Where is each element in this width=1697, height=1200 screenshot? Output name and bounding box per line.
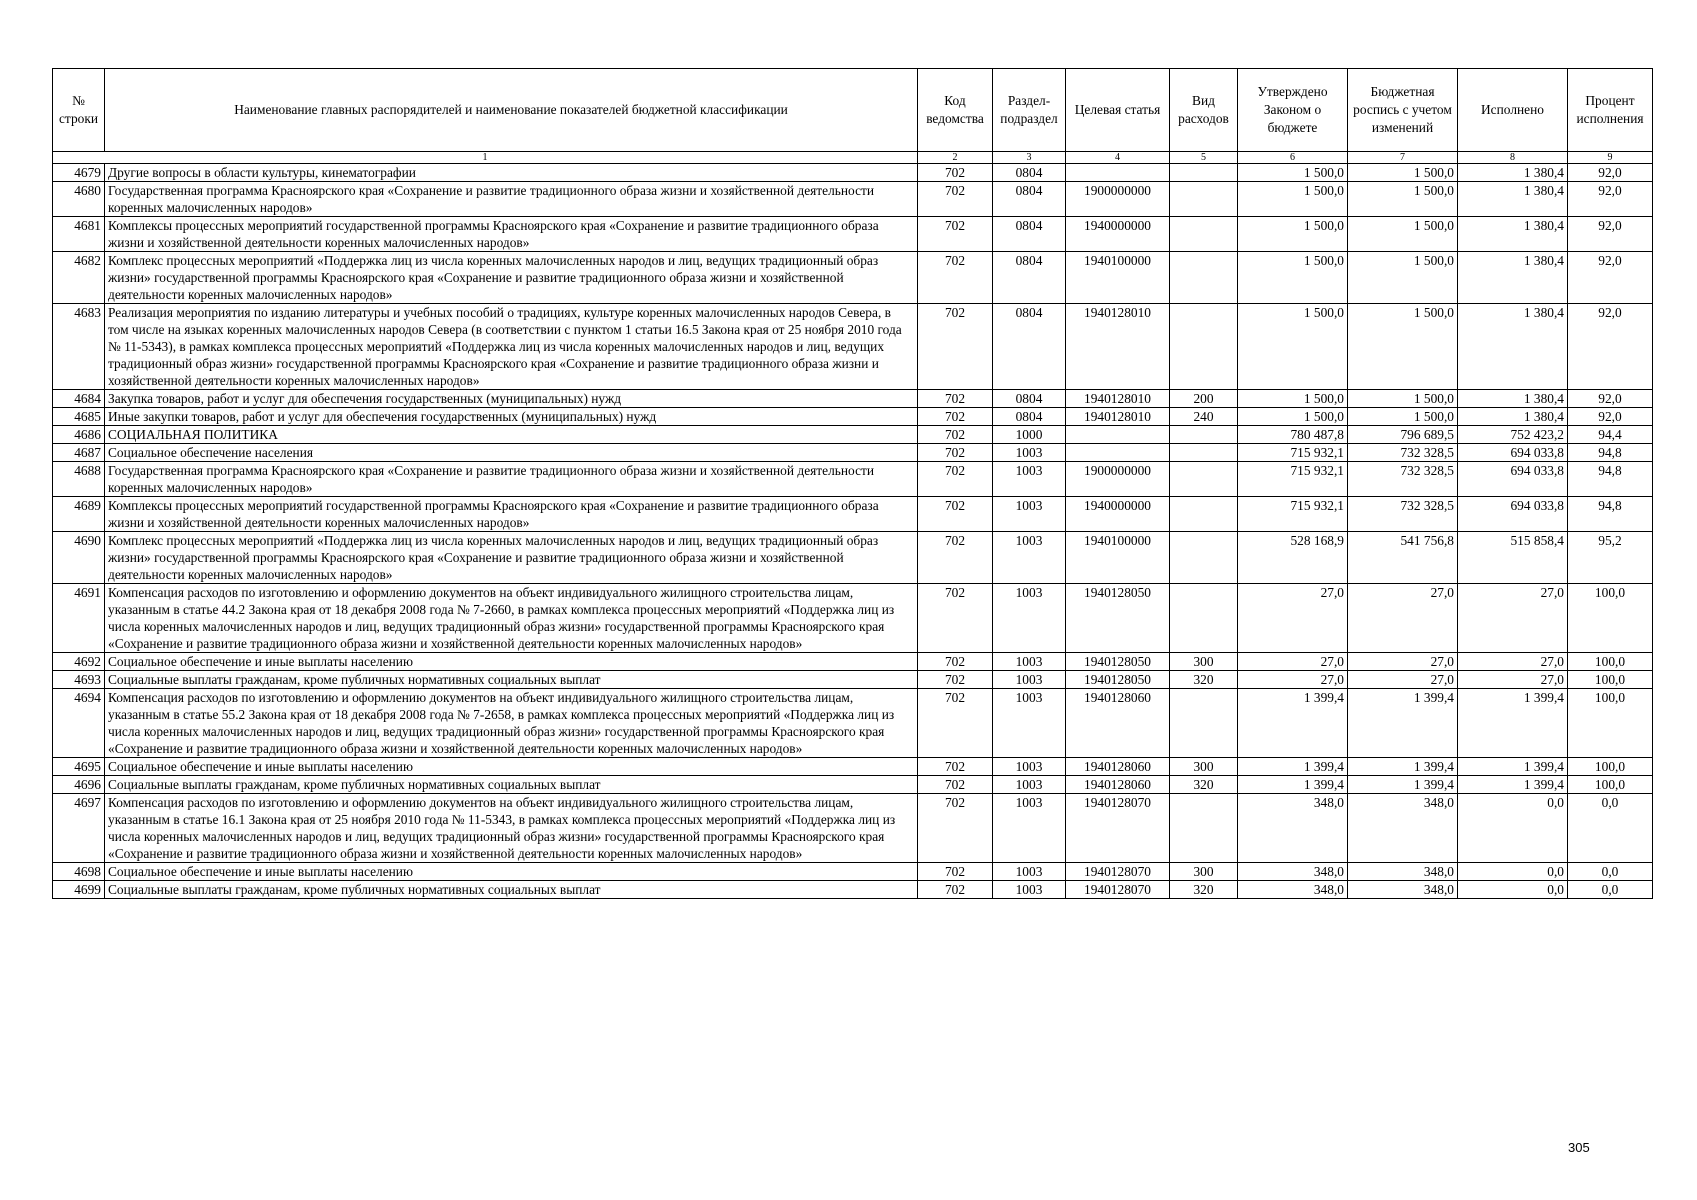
row-section: 1003 — [993, 776, 1066, 794]
table-row — [53, 217, 1653, 252]
column-number: 1 — [53, 152, 918, 164]
row-section: 1003 — [993, 497, 1066, 532]
column-number-row — [53, 152, 1653, 164]
row-schedule: 1 500,0 — [1348, 164, 1458, 182]
row-schedule: 1 399,4 — [1348, 776, 1458, 794]
row-number: 4689 — [53, 497, 105, 532]
table-row — [53, 671, 1653, 689]
row-schedule: 27,0 — [1348, 653, 1458, 671]
row-executed: 1 380,4 — [1458, 252, 1568, 304]
row-executed: 1 380,4 — [1458, 217, 1568, 252]
row-kind: 300 — [1170, 653, 1238, 671]
row-section: 0804 — [993, 182, 1066, 217]
header-kind: Вид расходов — [1170, 69, 1238, 152]
row-kind — [1170, 444, 1238, 462]
row-percent: 100,0 — [1568, 776, 1653, 794]
row-dept-code: 702 — [918, 794, 993, 863]
row-target: 1940128010 — [1066, 390, 1170, 408]
row-kind — [1170, 426, 1238, 444]
row-executed: 1 399,4 — [1458, 776, 1568, 794]
row-dept-code: 702 — [918, 444, 993, 462]
column-number: 3 — [993, 152, 1066, 164]
row-executed: 0,0 — [1458, 881, 1568, 899]
row-kind: 200 — [1170, 390, 1238, 408]
row-dept-code: 702 — [918, 758, 993, 776]
header-schedule: Бюджетная роспись с учетом изменений — [1348, 69, 1458, 152]
row-kind — [1170, 217, 1238, 252]
row-executed: 1 380,4 — [1458, 182, 1568, 217]
column-number: 6 — [1238, 152, 1348, 164]
row-approved: 1 500,0 — [1238, 408, 1348, 426]
row-section: 1003 — [993, 863, 1066, 881]
row-section: 1003 — [993, 532, 1066, 584]
row-approved: 27,0 — [1238, 584, 1348, 653]
row-kind — [1170, 532, 1238, 584]
row-percent: 94,8 — [1568, 462, 1653, 497]
row-target: 1940128050 — [1066, 584, 1170, 653]
row-approved: 1 500,0 — [1238, 217, 1348, 252]
row-section: 1003 — [993, 689, 1066, 758]
row-section: 1003 — [993, 584, 1066, 653]
row-approved: 715 932,1 — [1238, 497, 1348, 532]
row-percent: 92,0 — [1568, 304, 1653, 390]
table-row — [53, 304, 1653, 390]
row-approved: 715 932,1 — [1238, 444, 1348, 462]
row-number: 4683 — [53, 304, 105, 390]
row-number: 4684 — [53, 390, 105, 408]
row-section: 1003 — [993, 462, 1066, 497]
row-schedule: 348,0 — [1348, 794, 1458, 863]
table-row — [53, 408, 1653, 426]
row-number: 4681 — [53, 217, 105, 252]
row-number: 4685 — [53, 408, 105, 426]
row-section: 1003 — [993, 794, 1066, 863]
row-name: Социальное обеспечение населения — [105, 444, 918, 462]
row-section: 0804 — [993, 217, 1066, 252]
row-section: 0804 — [993, 390, 1066, 408]
header-line-number: № строки — [53, 69, 105, 152]
row-name: Государственная программа Красноярского края «Сохранение и развитие традиционного образа жизни и хозяйственной деятельности коренных малочисленных народов» — [105, 182, 918, 217]
row-target: 1900000000 — [1066, 182, 1170, 217]
row-target: 1940100000 — [1066, 252, 1170, 304]
row-section: 0804 — [993, 164, 1066, 182]
row-dept-code: 702 — [918, 532, 993, 584]
row-number: 4679 — [53, 164, 105, 182]
row-target: 1940128070 — [1066, 794, 1170, 863]
row-number: 4682 — [53, 252, 105, 304]
column-number: 2 — [918, 152, 993, 164]
row-name: Реализация мероприятия по изданию литературы и учебных пособий о традициях, культуре коренных малочисленных народов Севера, в том числе на языках коренных малочисленных народов Севера (в соответствии с пунктом 1 статьи 16.5 Закона края от 25 ноября 2010 года № 11-5343), в рамках комплекса процессных мероприятий «Поддержка лиц из числа коренных малочисленных народов и лиц, ведущих традиционный образ жизни» государственной программы Красноярского края «Сохранение и развитие традиционного образа жизни и хозяйственной деятельности коренных малочисленных народов» — [105, 304, 918, 390]
table-row — [53, 426, 1653, 444]
row-approved: 348,0 — [1238, 794, 1348, 863]
row-target: 1940128010 — [1066, 304, 1170, 390]
row-approved: 1 399,4 — [1238, 776, 1348, 794]
table-row — [53, 164, 1653, 182]
row-name: Социальное обеспечение и иные выплаты населению — [105, 653, 918, 671]
header-section: Раздел-подраздел — [993, 69, 1066, 152]
row-name: Комплекс процессных мероприятий «Поддержка лиц из числа коренных малочисленных народов и лиц, ведущих традиционный образ жизни» государственной программы Красноярского края «Сохранение и развитие традиционного образа жизни и хозяйственной деятельности коренных малочисленных народов» — [105, 532, 918, 584]
row-executed: 27,0 — [1458, 653, 1568, 671]
row-percent: 100,0 — [1568, 671, 1653, 689]
row-dept-code: 702 — [918, 584, 993, 653]
row-name: Социальное обеспечение и иные выплаты населению — [105, 863, 918, 881]
row-dept-code: 702 — [918, 252, 993, 304]
header-approved: Утверждено Законом о бюджете — [1238, 69, 1348, 152]
row-executed: 694 033,8 — [1458, 497, 1568, 532]
row-schedule: 348,0 — [1348, 863, 1458, 881]
row-number: 4687 — [53, 444, 105, 462]
row-approved: 1 500,0 — [1238, 390, 1348, 408]
row-approved: 1 500,0 — [1238, 182, 1348, 217]
header-row — [53, 69, 1653, 152]
row-name: Комплекс процессных мероприятий «Поддержка лиц из числа коренных малочисленных народов и лиц, ведущих традиционный образ жизни» государственной программы Красноярского края «Сохранение и развитие традиционного образа жизни и хозяйственной деятельности коренных малочисленных народов» — [105, 252, 918, 304]
row-approved: 348,0 — [1238, 881, 1348, 899]
row-schedule: 1 399,4 — [1348, 758, 1458, 776]
row-number: 4680 — [53, 182, 105, 217]
row-target: 1940128050 — [1066, 653, 1170, 671]
row-number: 4699 — [53, 881, 105, 899]
row-name: Закупка товаров, работ и услуг для обеспечения государственных (муниципальных) нужд — [105, 390, 918, 408]
row-kind — [1170, 462, 1238, 497]
row-section: 1003 — [993, 653, 1066, 671]
row-number: 4696 — [53, 776, 105, 794]
table-row — [53, 390, 1653, 408]
row-section: 0804 — [993, 252, 1066, 304]
row-schedule: 732 328,5 — [1348, 444, 1458, 462]
row-dept-code: 702 — [918, 390, 993, 408]
row-target — [1066, 444, 1170, 462]
row-executed: 694 033,8 — [1458, 462, 1568, 497]
row-percent: 95,2 — [1568, 532, 1653, 584]
row-schedule: 348,0 — [1348, 881, 1458, 899]
column-number: 5 — [1170, 152, 1238, 164]
table-row — [53, 758, 1653, 776]
row-target: 1940128060 — [1066, 758, 1170, 776]
row-schedule: 732 328,5 — [1348, 462, 1458, 497]
table-row — [53, 444, 1653, 462]
row-section: 1003 — [993, 758, 1066, 776]
row-dept-code: 702 — [918, 462, 993, 497]
row-target: 1940000000 — [1066, 497, 1170, 532]
column-number: 7 — [1348, 152, 1458, 164]
row-target: 1900000000 — [1066, 462, 1170, 497]
header-executed: Исполнено — [1458, 69, 1568, 152]
column-number: 8 — [1458, 152, 1568, 164]
row-section: 1003 — [993, 444, 1066, 462]
row-target: 1940128060 — [1066, 689, 1170, 758]
row-kind: 320 — [1170, 881, 1238, 899]
row-approved: 27,0 — [1238, 653, 1348, 671]
page-number: 305 — [1568, 1140, 1590, 1155]
row-executed: 1 380,4 — [1458, 408, 1568, 426]
row-section: 0804 — [993, 304, 1066, 390]
row-schedule: 1 500,0 — [1348, 252, 1458, 304]
row-percent: 100,0 — [1568, 653, 1653, 671]
row-kind — [1170, 794, 1238, 863]
table-row — [53, 584, 1653, 653]
row-name: Комплексы процессных мероприятий государственной программы Красноярского края «Сохранение и развитие традиционного образа жизни и хозяйственной деятельности коренных малочисленных народов» — [105, 497, 918, 532]
table-row — [53, 776, 1653, 794]
row-approved: 1 500,0 — [1238, 164, 1348, 182]
row-name: Иные закупки товаров, работ и услуг для обеспечения государственных (муниципальных) нужд — [105, 408, 918, 426]
row-kind — [1170, 497, 1238, 532]
row-percent: 92,0 — [1568, 408, 1653, 426]
column-number: 4 — [1066, 152, 1170, 164]
budget-sheet — [52, 68, 1652, 899]
header-dept-code: Код ведомства — [918, 69, 993, 152]
table-row — [53, 653, 1653, 671]
row-kind: 300 — [1170, 758, 1238, 776]
table-body — [53, 164, 1653, 899]
row-approved: 1 500,0 — [1238, 252, 1348, 304]
row-dept-code: 702 — [918, 881, 993, 899]
row-approved: 715 932,1 — [1238, 462, 1348, 497]
row-name: Комплексы процессных мероприятий государственной программы Красноярского края «Сохранение и развитие традиционного образа жизни и хозяйственной деятельности коренных малочисленных народов» — [105, 217, 918, 252]
row-schedule: 541 756,8 — [1348, 532, 1458, 584]
row-executed: 1 380,4 — [1458, 164, 1568, 182]
row-percent: 100,0 — [1568, 584, 1653, 653]
row-section: 0804 — [993, 408, 1066, 426]
row-section: 1003 — [993, 671, 1066, 689]
row-dept-code: 702 — [918, 671, 993, 689]
row-kind — [1170, 304, 1238, 390]
row-number: 4697 — [53, 794, 105, 863]
row-number: 4698 — [53, 863, 105, 881]
row-schedule: 796 689,5 — [1348, 426, 1458, 444]
row-name: СОЦИАЛЬНАЯ ПОЛИТИКА — [105, 426, 918, 444]
row-target: 1940128070 — [1066, 863, 1170, 881]
row-approved: 528 168,9 — [1238, 532, 1348, 584]
row-approved: 1 399,4 — [1238, 758, 1348, 776]
row-approved: 348,0 — [1238, 863, 1348, 881]
row-name: Другие вопросы в области культуры, кинематографии — [105, 164, 918, 182]
row-percent: 0,0 — [1568, 863, 1653, 881]
row-executed: 1 399,4 — [1458, 689, 1568, 758]
table-row — [53, 794, 1653, 863]
row-dept-code: 702 — [918, 653, 993, 671]
row-name: Социальные выплаты гражданам, кроме публичных нормативных социальных выплат — [105, 671, 918, 689]
row-dept-code: 702 — [918, 426, 993, 444]
row-dept-code: 702 — [918, 182, 993, 217]
row-executed: 1 380,4 — [1458, 304, 1568, 390]
row-schedule: 1 500,0 — [1348, 304, 1458, 390]
row-percent: 0,0 — [1568, 881, 1653, 899]
row-schedule: 1 500,0 — [1348, 408, 1458, 426]
row-dept-code: 702 — [918, 217, 993, 252]
row-target: 1940100000 — [1066, 532, 1170, 584]
row-target: 1940128050 — [1066, 671, 1170, 689]
row-target — [1066, 164, 1170, 182]
row-percent: 94,8 — [1568, 444, 1653, 462]
row-percent: 92,0 — [1568, 390, 1653, 408]
header-percent: Процент исполнения — [1568, 69, 1653, 152]
row-target: 1940000000 — [1066, 217, 1170, 252]
row-number: 4693 — [53, 671, 105, 689]
row-executed: 27,0 — [1458, 584, 1568, 653]
row-percent: 92,0 — [1568, 217, 1653, 252]
row-number: 4690 — [53, 532, 105, 584]
row-executed: 0,0 — [1458, 863, 1568, 881]
row-executed: 1 380,4 — [1458, 390, 1568, 408]
row-executed: 752 423,2 — [1458, 426, 1568, 444]
row-schedule: 1 500,0 — [1348, 217, 1458, 252]
row-name: Социальные выплаты гражданам, кроме публичных нормативных социальных выплат — [105, 776, 918, 794]
row-section: 1000 — [993, 426, 1066, 444]
row-executed: 694 033,8 — [1458, 444, 1568, 462]
row-percent: 92,0 — [1568, 182, 1653, 217]
table-row — [53, 252, 1653, 304]
row-number: 4686 — [53, 426, 105, 444]
budget-table — [52, 68, 1653, 899]
header-target: Целевая статья — [1066, 69, 1170, 152]
table-row — [53, 881, 1653, 899]
row-name: Социальные выплаты гражданам, кроме публичных нормативных социальных выплат — [105, 881, 918, 899]
row-approved: 1 500,0 — [1238, 304, 1348, 390]
row-dept-code: 702 — [918, 863, 993, 881]
row-kind: 300 — [1170, 863, 1238, 881]
row-number: 4688 — [53, 462, 105, 497]
row-target — [1066, 426, 1170, 444]
row-number: 4691 — [53, 584, 105, 653]
row-kind — [1170, 164, 1238, 182]
row-percent: 100,0 — [1568, 758, 1653, 776]
row-kind: 320 — [1170, 671, 1238, 689]
row-dept-code: 702 — [918, 497, 993, 532]
row-kind — [1170, 584, 1238, 653]
table-row — [53, 182, 1653, 217]
row-name: Социальное обеспечение и иные выплаты населению — [105, 758, 918, 776]
row-name: Государственная программа Красноярского края «Сохранение и развитие традиционного образа жизни и хозяйственной деятельности коренных малочисленных народов» — [105, 462, 918, 497]
row-schedule: 1 500,0 — [1348, 390, 1458, 408]
row-schedule: 732 328,5 — [1348, 497, 1458, 532]
row-number: 4692 — [53, 653, 105, 671]
row-target: 1940128060 — [1066, 776, 1170, 794]
table-row — [53, 863, 1653, 881]
row-dept-code: 702 — [918, 689, 993, 758]
row-percent: 92,0 — [1568, 164, 1653, 182]
row-approved: 780 487,8 — [1238, 426, 1348, 444]
row-dept-code: 702 — [918, 776, 993, 794]
row-kind — [1170, 689, 1238, 758]
row-dept-code: 702 — [918, 164, 993, 182]
row-executed: 0,0 — [1458, 794, 1568, 863]
row-target: 1940128070 — [1066, 881, 1170, 899]
row-approved: 1 399,4 — [1238, 689, 1348, 758]
row-kind: 240 — [1170, 408, 1238, 426]
table-row — [53, 462, 1653, 497]
row-number: 4695 — [53, 758, 105, 776]
row-name: Компенсация расходов по изготовлению и оформлению документов на объект индивидуального жилищного строительства лицам, указанным в статье 16.1 Закона края от 25 ноября 2010 года № 11-5343, в рамках комплекса процессных мероприятий «Поддержка лиц из числа коренных малочисленных народов и лиц, ведущих традиционный образ жизни» государственной программы Красноярского края «Сохранение и развитие традиционного образа жизни и хозяйственной деятельности коренных малочисленных народов» — [105, 794, 918, 863]
row-target: 1940128010 — [1066, 408, 1170, 426]
row-kind — [1170, 182, 1238, 217]
row-percent: 92,0 — [1568, 252, 1653, 304]
row-dept-code: 702 — [918, 304, 993, 390]
row-executed: 1 399,4 — [1458, 758, 1568, 776]
row-percent: 100,0 — [1568, 689, 1653, 758]
table-row — [53, 689, 1653, 758]
row-percent: 94,8 — [1568, 497, 1653, 532]
row-number: 4694 — [53, 689, 105, 758]
header-name: Наименование главных распорядителей и наименование показателей бюджетной классификации — [105, 69, 918, 152]
row-schedule: 27,0 — [1348, 584, 1458, 653]
row-schedule: 27,0 — [1348, 671, 1458, 689]
row-percent: 94,4 — [1568, 426, 1653, 444]
row-kind — [1170, 252, 1238, 304]
row-schedule: 1 500,0 — [1348, 182, 1458, 217]
row-section: 1003 — [993, 881, 1066, 899]
row-approved: 27,0 — [1238, 671, 1348, 689]
table-row — [53, 497, 1653, 532]
row-name: Компенсация расходов по изготовлению и оформлению документов на объект индивидуального жилищного строительства лицам, указанным в статье 44.2 Закона края от 18 декабря 2008 года № 7-2660, в рамках комплекса процессных мероприятий «Поддержка лиц из числа коренных малочисленных народов и лиц, ведущих традиционный образ жизни» государственной программы Красноярского края «Сохранение и развитие традиционного образа жизни и хозяйственной деятельности коренных малочисленных народов» — [105, 584, 918, 653]
row-kind: 320 — [1170, 776, 1238, 794]
row-percent: 0,0 — [1568, 794, 1653, 863]
row-schedule: 1 399,4 — [1348, 689, 1458, 758]
row-executed: 515 858,4 — [1458, 532, 1568, 584]
table-row — [53, 532, 1653, 584]
row-executed: 27,0 — [1458, 671, 1568, 689]
row-dept-code: 702 — [918, 408, 993, 426]
row-name: Компенсация расходов по изготовлению и оформлению документов на объект индивидуального жилищного строительства лицам, указанным в статье 55.2 Закона края от 18 декабря 2008 года № 7-2658, в рамках комплекса процессных мероприятий «Поддержка лиц из числа коренных малочисленных народов и лиц, ведущих традиционный образ жизни» государственной программы Красноярского края «Сохранение и развитие традиционного образа жизни и хозяйственной деятельности коренных малочисленных народов» — [105, 689, 918, 758]
column-number: 9 — [1568, 152, 1653, 164]
